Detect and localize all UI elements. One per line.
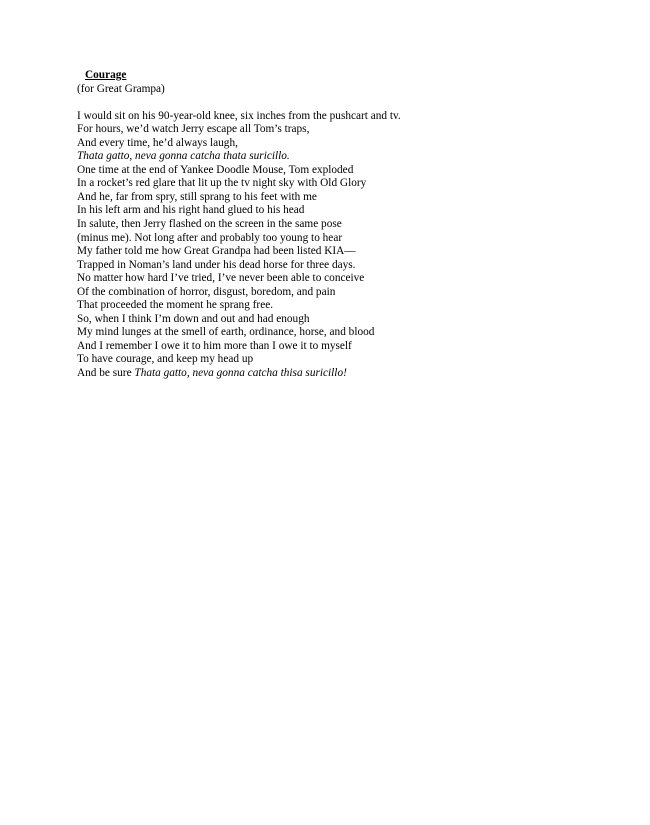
poem-title: Courage [85, 69, 127, 81]
poem-line: Of the combination of horror, disgust, boredom, and pain [77, 285, 336, 298]
poem-line: One time at the end of Yankee Doodle Mouse, Tom exploded [77, 163, 354, 176]
poem-line: And I remember I owe it to him more than I owe it to myself [77, 339, 352, 352]
poem-line: That proceeded the moment he sprang free. [77, 299, 274, 312]
poem-line: I would sit on his 90-year-old knee, six inches from the pushcart and tv. [77, 109, 401, 122]
poem-last-line-italic: Thata gatto, neva gonna catcha thisa suricillo! [134, 367, 347, 380]
poem-line: To have courage, and keep my head up [77, 353, 254, 366]
poem-line: In a rocket’s red glare that lit up the tv night sky with Old Glory [77, 177, 367, 190]
poem-line: And every time, he’d always laugh, [77, 136, 238, 149]
poem-last-line [77, 367, 637, 381]
poem-line: So, when I think I’m down and out and had enough [77, 312, 310, 325]
poem-line: Trapped in Noman’s land under his dead horse for three days. [77, 258, 356, 271]
poem-line: My mind lunges at the smell of earth, ordinance, horse, and blood [77, 326, 375, 339]
poem-line: No matter how hard I’ve tried, I’ve never been able to conceive [77, 272, 365, 285]
poem-line-italic: Thata gatto, neva gonna catcha thata suricillo. [77, 150, 290, 163]
stanza-gap [77, 96, 637, 110]
poem-last-line-prefix: And be sure [77, 367, 135, 380]
poem [77, 69, 637, 381]
poem-dedication: (for Great Grampa) [77, 82, 165, 95]
poem-line: My father told me how Great Grandpa had been listed KIA— [77, 245, 356, 258]
poem-line: (minus me). Not long after and probably too young to hear [77, 231, 343, 244]
poem-line: In his left arm and his right hand glued to his head [77, 204, 305, 217]
poem-line: And he, far from spry, still sprang to his feet with me [77, 190, 317, 203]
poem-line: For hours, we’d watch Jerry escape all Tom’s traps, [77, 123, 310, 136]
poem-line: In salute, then Jerry flashed on the screen in the same pose [77, 218, 342, 231]
